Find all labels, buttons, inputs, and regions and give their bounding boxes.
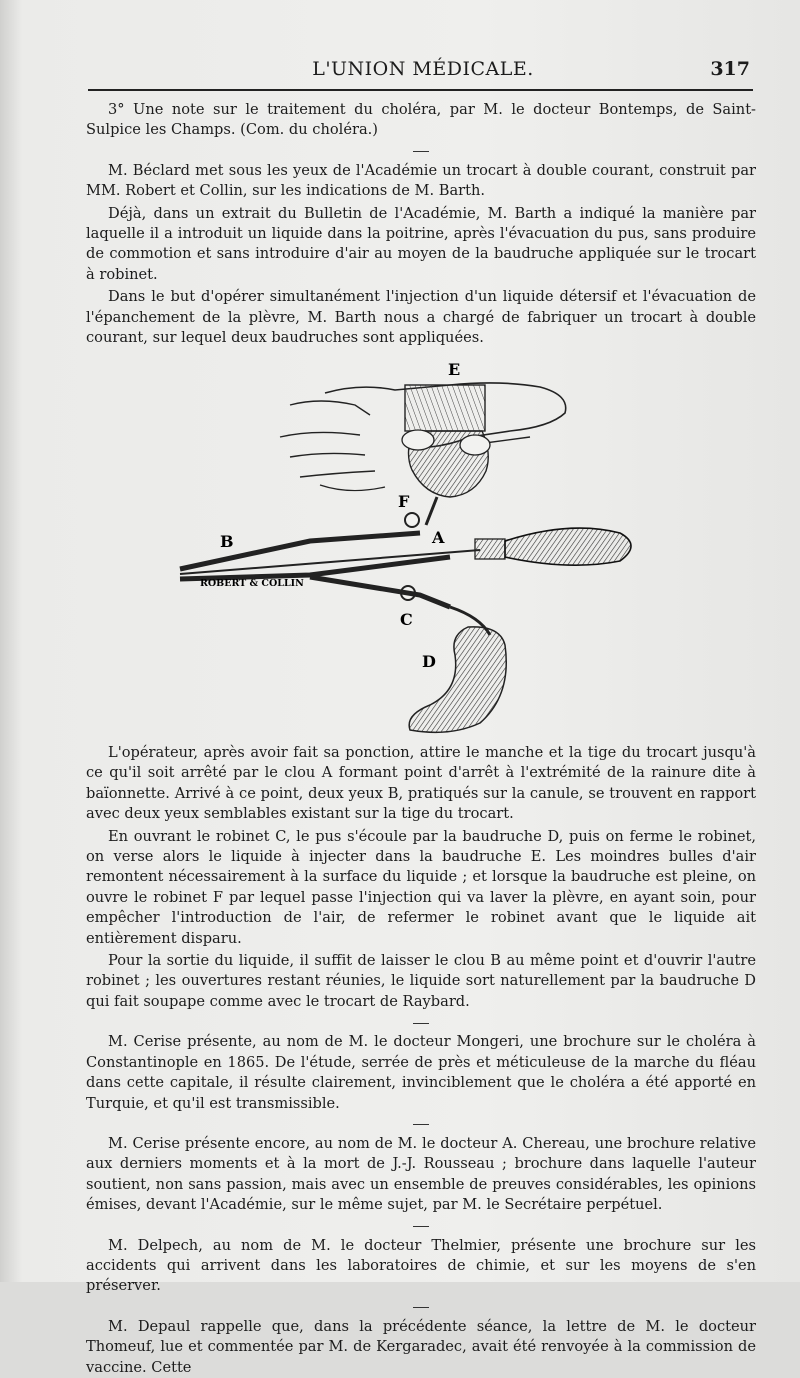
section-separator — [86, 1218, 756, 1236]
maker-mark: ROBERT & COLLIN — [200, 578, 304, 589]
bag-e — [402, 385, 490, 525]
cholera-note: 3° Une note sur le traitement du choléra, par M. le docteur Bontemps, de Saint-Sulpice les Champs. (Com. du choléra.) — [86, 101, 756, 139]
section-separator — [86, 143, 756, 161]
label-a: A — [432, 528, 445, 547]
robinet-paragraph: En ouvrant le robinet C, le pus s'écoule par la baudruche D, puis on ferme le robinet, on verse alors le liquide à injecter dans la baudruche E. Les moindres bulles d'air remontent nécessairement à la surface du liquide ; et lorsque la baudruche est pleine, on ouvre le robinet F par lequel passe l'injection qui va laver la plèvre, en ayant soin, pour empêcher l'introduction de l'air, de refermer le robinet avant que le liquide ait entièrement disparu. — [86, 827, 756, 947]
depaul-paragraph: M. Depaul rappelle que, dans la précédente séance, la lettre de M. le docteur Thomeuf, lue et commentée par M. de Kergaradec, avait été renvoyée à la commission de vaccine. Cette — [86, 1317, 756, 1376]
bag-d — [409, 627, 506, 733]
page-number: 317 — [710, 58, 750, 80]
label-e: E — [448, 360, 461, 379]
label-f: F — [398, 492, 410, 511]
lower-text — [86, 743, 756, 1378]
header-rule — [88, 89, 753, 91]
cerise-chereau-paragraph: M. Cerise présente encore, au nom de M. le docteur A. Chereau, une brochure relative aux derniers moments et à la mort de J.-J. Rousseau ; brochure dans laquelle l'auteur soutient, non sans passion, mais avec un ensemble de preuves considérables, les opinions émises, devant l'Académie, sur le même sujet, par M. le Secrétaire perpétuel. — [86, 1134, 756, 1214]
barth-bulletin-paragraph: Déjà, dans un extrait du Bulletin de l'Académie, M. Barth a indiqué la manière par laquelle il a introduit un liquide dans la poitrine, après l'évacuation du pus, sans produire de commotion et sans introduire d'air au moyen de la baudruche appliquée sur le trocart à robinet. — [86, 204, 756, 283]
section-separator — [86, 1299, 756, 1317]
trocar-engraving — [150, 345, 650, 740]
delpech-paragraph: M. Delpech, au nom de M. le docteur Thelmier, présente une brochure sur les accidents qui arrivent dans les laboratoires de chimie, et sur les moyens de s'en préserver. — [86, 1236, 756, 1295]
double-current-paragraph: Dans le but d'opérer simultanément l'injection d'un liquide détersif et l'évacuation de l'épanchement de la plèvre, M. Barth nous a chargé de fabriquer un trocart à double courant, sur lequel deux baudruches sont appliquées. — [86, 288, 756, 347]
section-separator — [86, 1014, 756, 1032]
label-b: B — [220, 532, 234, 551]
running-title: L'UNION MÉDICALE. — [312, 58, 534, 80]
page-header — [88, 58, 758, 88]
section-separator — [86, 1116, 756, 1134]
label-d: D — [422, 652, 436, 671]
beclard-paragraph: M. Béclard met sous les yeux de l'Académie un trocart à double courant, construit par MM. Robert et Collin, sur les indications de M. Barth. — [86, 161, 756, 200]
sortie-paragraph: Pour la sortie du liquide, il suffit de laisser le clou B au même point et d'ouvrir l'autre robinet ; les ouvertures restant réunies, le liquide sort naturellement par la baudruche D qui fait soupape comme avec le trocart de Raybard. — [86, 952, 756, 1010]
trocar-illustration — [150, 345, 650, 740]
cerise-mongeri-paragraph: M. Cerise présente, au nom de M. le docteur Mongeri, une brochure sur le choléra à Constantinople en 1865. De l'étude, serrée de près et méticuleuse de la marche du fléau dans cette capitale, il résulte clairement, invinciblement que le choléra a été apporté en Turquie, et qu'il est transmissible. — [86, 1033, 756, 1112]
operator-paragraph: L'opérateur, après avoir fait sa ponction, attire le manche et la tige du trocart jusqu'à ce qu'il soit arrêté par le clou A formant point d'arrêt à l'extrémité de la rainure dite à baïonnette. Arrivé à ce point, deux yeux B, pratiqués sur la canule, se trouvent en rapport avec deux yeux semblables existant sur la tige du trocart. — [86, 744, 756, 823]
upper-text — [86, 100, 756, 350]
label-c: C — [400, 610, 413, 629]
